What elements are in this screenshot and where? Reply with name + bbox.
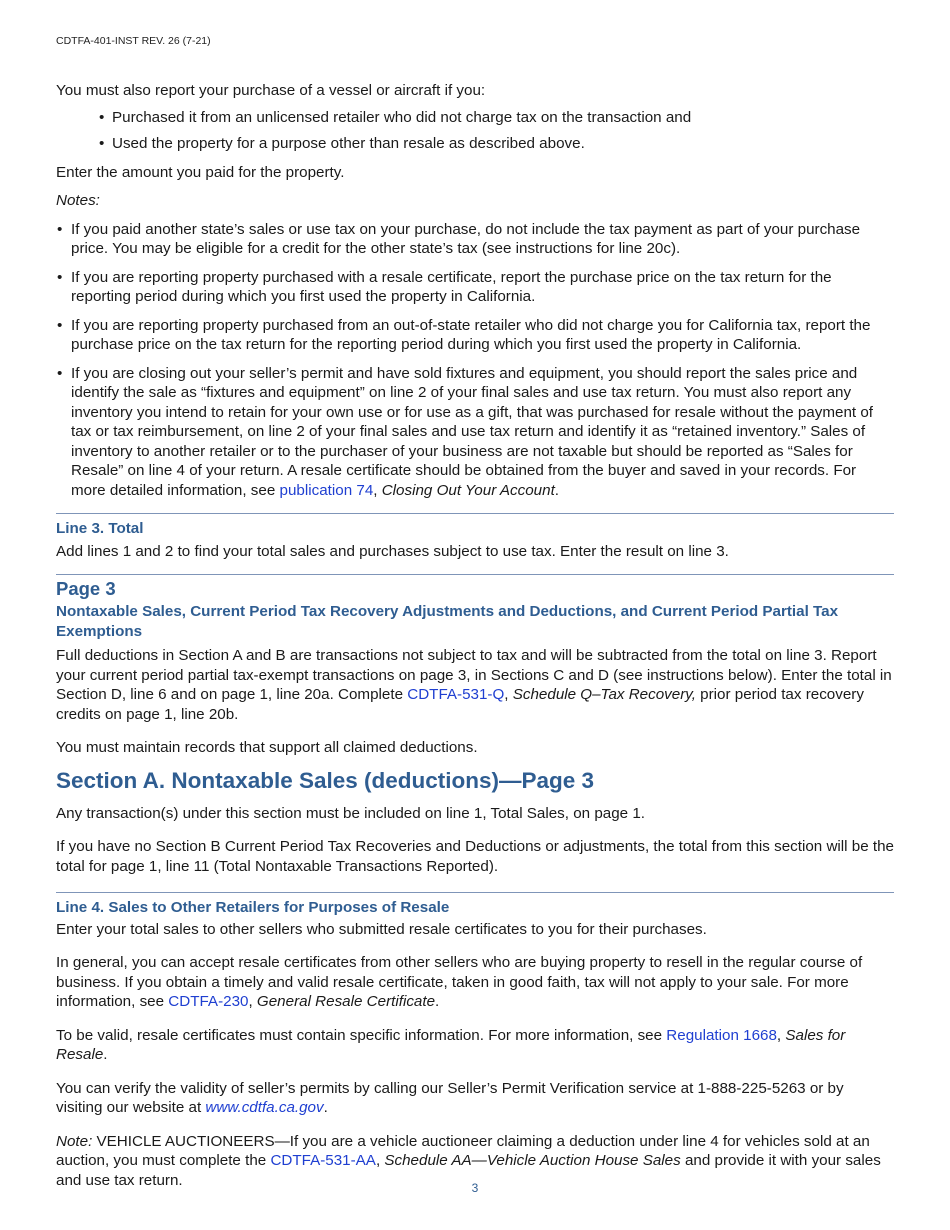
divider	[56, 513, 894, 514]
publication-74-link[interactable]: publication 74	[279, 481, 374, 499]
regulation-1668-link[interactable]: Regulation 1668	[666, 1026, 777, 1044]
section-a-heading: Section A. Nontaxable Sales (deductions)—Page 3	[56, 767, 595, 793]
page3-subheading: Nontaxable Sales, Current Period Tax Recovery Adjustments and Deductions, and Current Period Partial Tax Exemptions	[56, 603, 839, 640]
line3-text: Add lines 1 and 2 to find your total sales and purchases subject to use tax. Enter the result on line 3.	[56, 542, 729, 560]
page-content	[56, 81, 894, 1190]
notes-list	[56, 220, 894, 501]
cdtfa-531-aa-link[interactable]: CDTFA-531-AA	[270, 1152, 376, 1169]
line4-paragraph: Enter your total sales to other sellers who submitted resale certificates to you for their purchases.	[56, 920, 707, 938]
list-item: • Purchased it from an unlicensed retailer who did not charge tax on the transaction and	[56, 108, 894, 128]
divider	[56, 574, 894, 575]
section-a-paragraph: Any transaction(s) under this section must be included on line 1, Total Sales, on page 1.	[56, 804, 646, 822]
page-number: 3	[471, 1181, 479, 1195]
cdtfa-531-q-link[interactable]: CDTFA-531-Q	[407, 686, 505, 703]
divider	[56, 892, 894, 893]
line4-paragraph: Note: VEHICLE AUCTIONEERS—If you are a vehicle auctioneer claiming a deduction under line 4 for vehicles sold at an auction, you must complete the CDTFA-531-AA, Schedule AA—Vehicle Auction House Sales and provide it with your sales and use tax return.	[56, 1132, 881, 1189]
cdtfa-230-link[interactable]: CDTFA-230	[168, 993, 249, 1010]
line4-paragraph: In general, you can accept resale certificates from other sellers who are buying property to resell in the regular course of business. If you obtain a timely and valid resale certificate, taken in good faith, tax will not apply to your sale. For more information, see CDTFA-230, General Resale Certificate.	[56, 954, 863, 1010]
line3-heading: Line 3. Total	[56, 520, 144, 537]
note-item: • If you are closing out your seller’s permit and have sold fixtures and equipment, you should report the sales price and identify the sale as “fixtures and equipment” on line 2 of your final sales and use tax return. You must also report any inventory you intend to retain for your own use or for use as a gift, that was purchased for resale without the payment of tax or tax reimbursement, on line 2 of your final sales and use tax return and identify it as “retained inventory.” Sales of inventory to another retailer or to the purchaser of your business are not taxable but should be reported as “Sales for Resale” on line 4 of your return. A resale certificate should be obtained from the buyer and saved in your records. For more detailed information, see publication 74, Closing Out Your Account.	[56, 364, 894, 501]
section-a-paragraph: If you have no Section B Current Period Tax Recoveries and Deductions or adjustments, the total from this section will be the total for page 1, line 11 (Total Nontaxable Transactions Reported).	[56, 838, 894, 875]
note-item: • If you are reporting property purchased with a resale certificate, report the purchase price on the tax return for the reporting period during which you first used the property in California.	[56, 268, 894, 307]
note-item: • If you are reporting property purchased from an out-of-state retailer who did not charge you for California tax, report the purchase price on the tax return for the reporting period during which you first used the property in California.	[56, 316, 894, 355]
enter-amount-text: Enter the amount you paid for the property.	[56, 163, 345, 181]
intro-lead: You must also report your purchase of a vessel or aircraft if you:	[56, 82, 486, 99]
line4-paragraph: To be valid, resale certificates must contain specific information. For more information, see Regulation 1668, Sales for Resale.	[56, 1026, 846, 1063]
list-item: • Used the property for a purpose other than resale as described above.	[56, 134, 894, 154]
form-id: CDTFA-401-INST REV. 26 (7-21)	[56, 35, 211, 47]
page3-heading: Page 3	[56, 578, 116, 599]
page3-records-text: You must maintain records that support all claimed deductions.	[56, 739, 478, 756]
line4-paragraph: You can verify the validity of seller’s permits by calling our Seller’s Permit Verification service at 1-888-225-5263 or by visiting our website at www.cdtfa.ca.gov.	[56, 1079, 844, 1116]
note-item: • If you paid another state’s sales or use tax on your purchase, do not include the tax payment as part of your purchase price. You may be eligible for a credit for the other state’s tax (see instructions for line 20c).	[56, 220, 894, 259]
page3-paragraph: Full deductions in Section A and B are transactions not subject to tax and will be subtracted from the total on line 3. Report your current period partial tax-exempt transactions on page 3, in Sections C and D (see instructions below). Enter the total in Section D, line 6 and on page 1, line 20a. Complete CDTFA-531-Q, Schedule Q–Tax Recovery, prior period tax recovery credits on page 1, line 20b.	[56, 647, 892, 723]
notes-label: Notes:	[56, 192, 100, 209]
line4-heading: Line 4. Sales to Other Retailers for Purposes of Resale	[56, 899, 450, 916]
intro-list	[56, 108, 894, 154]
cdtfa-website-link[interactable]: www.cdtfa.ca.gov	[205, 1099, 324, 1116]
